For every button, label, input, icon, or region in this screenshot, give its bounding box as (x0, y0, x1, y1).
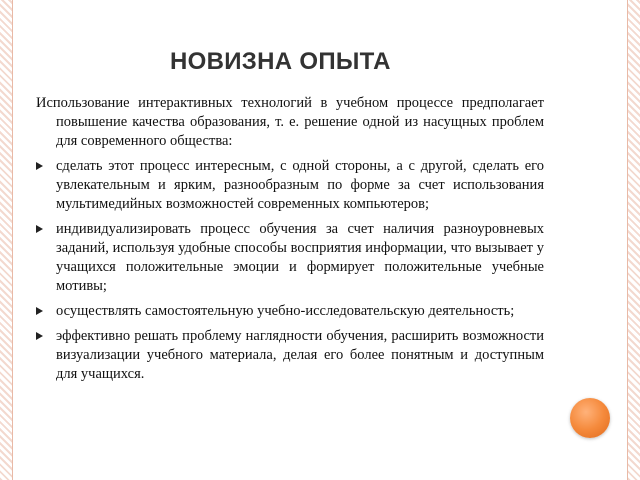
left-border-decoration (0, 0, 12, 480)
bullet-item (36, 220, 544, 296)
bullet-item (36, 302, 544, 321)
triangle-bullet-icon (36, 225, 43, 233)
right-border-line (627, 0, 628, 480)
orange-circle-icon (570, 398, 610, 438)
bullet-text: индивидуализировать процесс обучения за счет наличия разноуровневых заданий, используя удобные способы восприятия информации, что вызывает у учащихся положительные эмоции и формирует положительные учебные мотивы; (56, 221, 544, 294)
triangle-bullet-icon (36, 332, 43, 340)
left-border-line (12, 0, 13, 480)
slide-title: НОВИЗНА ОПЫТА (170, 48, 391, 75)
bullet-list (36, 157, 544, 384)
right-border-decoration (628, 0, 640, 480)
bullet-text: эффективно решать проблему наглядности обучения, расширить возможности визуализации учебного материала, делая его более понятным и доступным для учащихся. (56, 328, 544, 382)
intro-paragraph: Использование интерактивных технологий в учебном процессе предполагает повышение качества образования, т. е. решение одной из насущных проблем для современного общества: (36, 95, 544, 149)
slide-content (36, 94, 544, 390)
bullet-item (36, 327, 544, 384)
bullet-item (36, 157, 544, 214)
bullet-text: сделать этот процесс интересным, с одной стороны, а с другой, сделать его увлекательным и ярким, разнообразным по форме за счет использования мультимедийных возможностей современных компьютеров; (56, 158, 544, 212)
bullet-text: осуществлять самостоятельную учебно-исследовательскую деятельность; (56, 303, 515, 319)
triangle-bullet-icon (36, 307, 43, 315)
triangle-bullet-icon (36, 162, 43, 170)
